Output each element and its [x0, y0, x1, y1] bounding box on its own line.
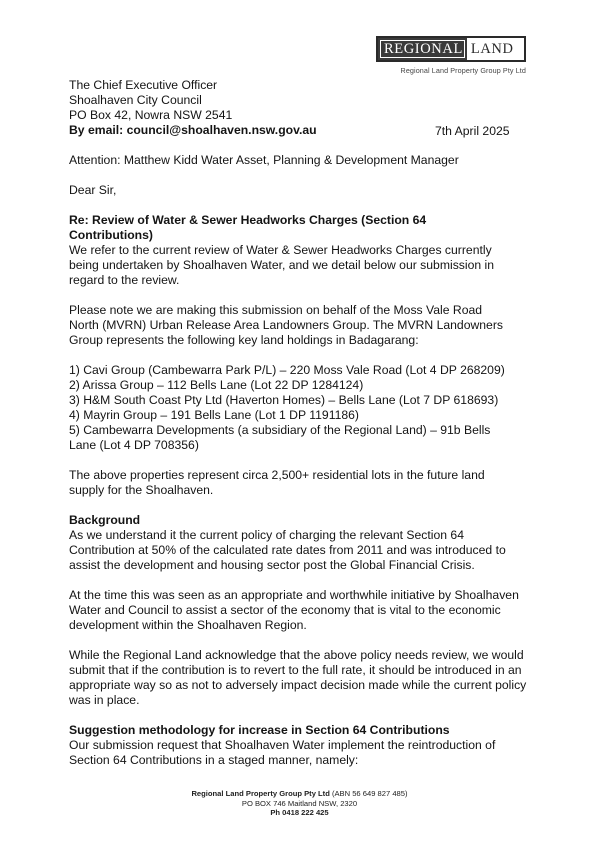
letter-footer: [0, 789, 599, 818]
text-line: At the time this was seen as an appropriate and worthwhile initiative by Shoalhaven: [69, 588, 519, 602]
salutation: Dear Sir,: [69, 183, 117, 197]
land-holdings-list: [69, 363, 536, 453]
footer-company-line: [0, 789, 599, 799]
text-line: Section 64 Contributions in a staged manner, namely:: [69, 753, 359, 767]
recipient-organisation: Shoalhaven City Council: [69, 93, 202, 107]
text-line: development within the Shoalhaven Region.: [69, 618, 307, 632]
text-line: Group represents the following key land holdings in Badagarang:: [69, 333, 419, 347]
footer-company: Regional Land Property Group Pty Ltd: [191, 789, 330, 798]
letter-date: 7th April 2025: [435, 124, 510, 138]
subject-line: Contributions): [69, 228, 153, 242]
text-line: assist the development and housing sector post the Global Financial Crisis.: [69, 558, 475, 572]
paragraph-policy-review: [69, 648, 536, 708]
background-heading: Background: [69, 513, 141, 527]
letter-body: [69, 78, 536, 768]
logo-word-land: LAND: [467, 38, 518, 60]
text-line: regard to the review.: [69, 273, 180, 287]
paragraph-current-policy: [69, 528, 536, 573]
suggestion-heading: Suggestion methodology for increase in Section 64 Contributions: [69, 723, 450, 737]
list-item: 2) Arissa Group – 112 Bells Lane (Lot 22 DP 1284124): [69, 378, 364, 392]
text-line: We refer to the current review of Water & Sewer Headworks Charges currently: [69, 243, 492, 257]
paragraph-initiative: [69, 588, 536, 633]
footer-phone: Ph 0418 222 425: [270, 808, 329, 817]
text-line: Contribution at 50% of the calculated rate dates from 2011 and was introduced to: [69, 543, 506, 557]
paragraph-intro: [69, 243, 536, 288]
attention-line: Attention: Matthew Kidd Water Asset, Planning & Development Manager: [69, 153, 459, 167]
paragraph-staged-request: [69, 738, 536, 768]
logo-box: [376, 36, 526, 62]
text-line: Our submission request that Shoalhaven Water implement the reintroduction of: [69, 738, 496, 752]
list-item: Lane (Lot 4 DP 708356): [69, 438, 199, 452]
paragraph-submission-behalf: [69, 303, 536, 348]
list-item: 3) H&M South Coast Pty Ltd (Haverton Homes) – Bells Lane (Lot 7 DP 618693): [69, 393, 499, 407]
recipient-block: [69, 78, 536, 138]
list-item: 5) Cambewarra Developments (a subsidiary of the Regional Land) – 91b Bells: [69, 423, 491, 437]
recipient-email: By email: council@shoalhaven.nsw.gov.au: [69, 123, 317, 137]
logo-company-name: Regional Land Property Group Pty Ltd: [400, 66, 526, 75]
text-line: Water and Council to assist a sector of the economy that is vital to the economic: [69, 603, 501, 617]
list-item: 1) Cavi Group (Cambewarra Park P/L) – 220 Moss Vale Road (Lot 4 DP 268209): [69, 363, 505, 377]
company-logo: [376, 36, 526, 75]
text-line: was in place.: [69, 693, 140, 707]
text-line: appropriate way so as not to adversely impact decision made while the current policy: [69, 678, 527, 692]
list-item: 4) Mayrin Group – 191 Bells Lane (Lot 1 DP 1191186): [69, 408, 359, 422]
text-line: While the Regional Land acknowledge that the above policy needs review, we would: [69, 648, 524, 662]
recipient-address: PO Box 42, Nowra NSW 2541: [69, 108, 233, 122]
subject-line: Re: Review of Water & Sewer Headworks Charges (Section 64: [69, 213, 427, 227]
text-line: North (MVRN) Urban Release Area Landowners Group. The MVRN Landowners: [69, 318, 503, 332]
footer-abn: (ABN 56 649 827 485): [329, 789, 408, 798]
text-line: The above properties represent circa 2,500+ residential lots in the future land: [69, 468, 485, 482]
text-line: being undertaken by Shoalhaven Water, and we detail below our submission in: [69, 258, 495, 272]
footer-address: PO BOX 746 Maitland NSW, 2320: [241, 798, 358, 808]
paragraph-residential-lots: [69, 468, 536, 498]
recipient-title: The Chief Executive Officer: [69, 78, 218, 92]
text-line: submit that if the contribution is to revert to the full rate, it should be introduced in an: [69, 663, 522, 677]
text-line: supply for the Shoalhaven.: [69, 483, 214, 497]
text-line: Please note we are making this submission on behalf of the Moss Vale Road: [69, 303, 483, 317]
subject-heading: [69, 213, 536, 243]
logo-word-regional: REGIONAL: [378, 38, 467, 60]
text-line: As we understand it the current policy of charging the relevant Section 64: [69, 528, 464, 542]
